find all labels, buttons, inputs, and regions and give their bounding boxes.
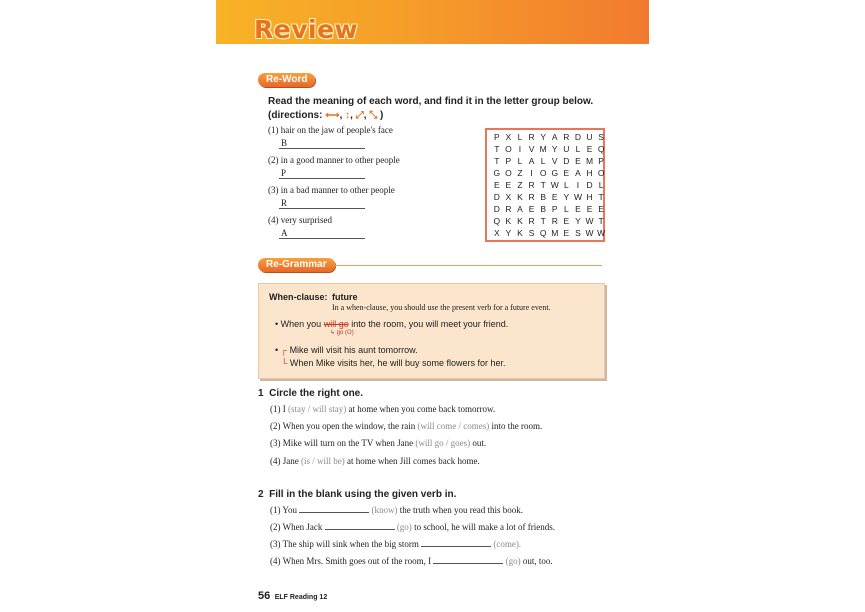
grid-letter[interactable]: M <box>539 144 547 154</box>
grid-letter[interactable]: S <box>575 228 581 238</box>
blank-3[interactable] <box>421 546 491 547</box>
reword-item-1-letter: B <box>281 138 288 148</box>
grid-letter[interactable]: K <box>517 216 523 226</box>
grid-letter[interactable]: U <box>563 144 570 154</box>
grid-letter[interactable]: X <box>493 228 500 238</box>
grid-letter[interactable]: L <box>517 156 523 166</box>
grid-letter[interactable]: E <box>575 156 581 166</box>
grid-letter[interactable]: T <box>598 216 604 226</box>
grid-letter[interactable]: O <box>539 168 547 178</box>
grid-letter[interactable]: S <box>598 132 604 142</box>
grid-letter[interactable]: I <box>518 144 522 154</box>
grid-letter[interactable]: P <box>493 132 500 142</box>
grid-letter[interactable]: W <box>597 228 606 238</box>
worksheet-page <box>216 0 649 612</box>
grid-letter[interactable]: P <box>598 156 604 166</box>
exercise-1-item-1: (1) I (stay / will stay) at home when you come back tomorrow. <box>270 404 496 414</box>
grid-letter[interactable]: T <box>494 144 500 154</box>
grid-letter[interactable]: L <box>540 156 546 166</box>
grid-letter[interactable]: O <box>505 168 512 178</box>
page-footer <box>258 586 327 604</box>
reword-item-3: (3) in a bad manner to other people <box>268 185 395 195</box>
grid-letter[interactable]: T <box>598 192 604 202</box>
grid-letter[interactable]: R <box>528 132 535 142</box>
reword-item-4: (4) very surprised <box>268 215 332 225</box>
exercise-1-item-3: (3) Mike will turn on the TV when Jane (will go / goes) out. <box>270 438 487 448</box>
grid-letter[interactable]: G <box>493 168 501 178</box>
grid-letter[interactable]: E <box>493 180 500 190</box>
grid-letter[interactable]: L <box>517 132 523 142</box>
reword-item-3-blank[interactable] <box>279 208 365 209</box>
grid-letter[interactable]: Q <box>493 216 501 226</box>
grid-letter[interactable]: V <box>551 156 558 166</box>
grid-letter[interactable]: Q <box>539 228 547 238</box>
grammar-example-2-line2: └ When Mike visits her, he will buy some flowers for her. <box>281 358 506 368</box>
vertical-arrow-icon: ↕ <box>345 110 351 121</box>
grid-letter[interactable]: Y <box>505 228 512 238</box>
grid-letter[interactable]: U <box>586 132 593 142</box>
grammar-box-subject: future <box>332 292 358 302</box>
grid-letter[interactable]: Y <box>563 192 570 202</box>
choice-4[interactable]: (is / will be) <box>301 456 345 466</box>
exercise-2-item-1: (1) You (know) the truth when you read this book. <box>270 505 523 515</box>
grid-letter[interactable]: E <box>528 204 535 214</box>
grid-letter[interactable]: S <box>528 228 535 238</box>
grid-letter[interactable]: M <box>586 156 594 166</box>
choice-3[interactable]: (will go / goes) <box>415 438 471 448</box>
book-title: ELF Reading 12 <box>274 594 328 601</box>
grid-letter[interactable]: E <box>563 216 570 226</box>
grid-letter[interactable]: Z <box>517 180 523 190</box>
blank-2[interactable] <box>325 529 395 530</box>
grid-letter[interactable]: Y <box>540 132 546 142</box>
grid-letter[interactable]: D <box>586 180 593 190</box>
grid-letter[interactable]: Y <box>575 216 581 226</box>
grid-letter[interactable]: H <box>586 192 593 202</box>
grid-letter[interactable]: V <box>528 144 535 154</box>
exercise-2-item-4: (4) When Mrs. Smith goes out of the room, I (go) out, too. <box>270 556 553 566</box>
diagonal-down-arrow-icon: ⤡ <box>369 110 378 121</box>
regrammar-label: Re-Grammar <box>258 258 335 272</box>
header-banner <box>216 0 649 44</box>
grid-letter[interactable]: L <box>598 180 604 190</box>
grid-letter[interactable]: Z <box>517 168 523 178</box>
grid-letter[interactable]: O <box>505 144 512 154</box>
grammar-box-title: When-clause: <box>269 292 328 302</box>
grid-letter[interactable]: E <box>586 204 593 214</box>
diagonal-up-arrow-icon: ⤢ <box>355 110 364 121</box>
grid-row <box>491 144 607 154</box>
exercise-1-heading: 1 Circle the right one. <box>258 388 364 399</box>
grid-row <box>491 156 607 166</box>
grid-letter[interactable]: K <box>517 192 523 202</box>
reword-item-2: (2) in a good manner to other people <box>268 155 400 165</box>
directions-suffix: ) <box>380 110 384 121</box>
grid-letter[interactable]: H <box>586 168 593 178</box>
grid-row <box>491 132 607 142</box>
grid-letter[interactable]: Q <box>597 144 605 154</box>
grid-letter[interactable]: R <box>528 216 535 226</box>
grid-letter[interactable]: L <box>563 204 569 214</box>
blank-4[interactable] <box>433 563 503 564</box>
grid-row <box>491 204 607 214</box>
grid-letter[interactable]: R <box>528 180 535 190</box>
directions-prefix: (directions: <box>268 110 323 121</box>
divider <box>334 265 602 266</box>
grid-row <box>491 228 607 238</box>
grid-letter[interactable]: B <box>540 192 546 202</box>
grid-letter[interactable]: P <box>505 156 512 166</box>
reword-item-1-blank[interactable] <box>279 148 365 149</box>
reword-instruction: Read the meaning of each word, and find it in the letter group below. <box>268 96 594 107</box>
grid-letter[interactable]: W <box>573 192 582 202</box>
reword-item-2-blank[interactable] <box>279 178 365 179</box>
grid-row <box>491 216 607 226</box>
reword-label: Re-Word <box>258 73 315 87</box>
letter-grid <box>485 128 605 242</box>
grid-letter[interactable]: E <box>586 144 593 154</box>
grid-letter[interactable]: L <box>563 180 569 190</box>
grid-letter[interactable]: Y <box>551 144 558 154</box>
exercise-2-heading: 2 Fill in the blank using the given verb in. <box>258 489 457 500</box>
grid-letter[interactable]: K <box>505 216 512 226</box>
grid-letter[interactable]: L <box>575 144 581 154</box>
grid-letter[interactable]: E <box>505 180 512 190</box>
grid-letter[interactable]: D <box>563 156 570 166</box>
grid-letter[interactable]: A <box>517 204 523 214</box>
grid-letter[interactable]: X <box>505 132 512 142</box>
grid-letter[interactable]: E <box>551 192 558 202</box>
reword-item-2-letter: P <box>281 168 287 178</box>
grammar-box-note: In a when-clause, you should use the present verb for a future event. <box>332 303 551 312</box>
exercise-1-item-2: (2) When you open the window, the rain (will come / comes) into the room. <box>270 421 543 431</box>
correction-note: ↳ go (O) <box>330 330 354 336</box>
grid-letter[interactable]: T <box>540 216 546 226</box>
grid-letter[interactable]: A <box>528 156 535 166</box>
grid-letter[interactable]: G <box>551 168 559 178</box>
grid-letter[interactable]: I <box>530 168 533 178</box>
grammar-box <box>258 283 605 379</box>
reword-item-3-letter: R <box>281 198 288 208</box>
grid-letter[interactable]: A <box>575 168 581 178</box>
choice-2[interactable]: (will come / comes) <box>417 421 490 431</box>
reword-item-4-letter: A <box>281 228 288 238</box>
grid-letter[interactable]: T <box>494 156 500 166</box>
reword-item-1: (1) hair on the jaw of people's face <box>268 125 393 135</box>
grid-letter[interactable]: E <box>575 204 581 214</box>
blank-1[interactable] <box>299 512 369 513</box>
grid-letter[interactable]: W <box>550 180 559 190</box>
grid-letter[interactable]: E <box>563 168 570 178</box>
exercise-2-item-3: (3) The ship will sink when the big storm (come). <box>270 539 522 549</box>
grid-letter[interactable]: P <box>551 204 558 214</box>
grid-letter[interactable]: T <box>540 180 546 190</box>
grid-letter[interactable]: K <box>517 228 523 238</box>
grid-letter[interactable]: R <box>563 132 570 142</box>
grid-letter[interactable]: W <box>585 228 594 238</box>
grid-row <box>491 168 607 178</box>
page-title: Review <box>254 15 359 44</box>
grammar-example-1: • When you will go into the room, you will meet your friend. <box>275 319 509 329</box>
grid-letter[interactable]: O <box>597 168 605 178</box>
grid-letter[interactable]: R <box>505 204 512 214</box>
exercise-1-item-4: (4) Jane (is / will be) at home when Jill comes back home. <box>270 456 480 466</box>
grid-letter[interactable]: I <box>576 180 580 190</box>
grid-letter[interactable]: E <box>563 228 570 238</box>
choice-1[interactable]: (stay / will stay) <box>288 404 347 414</box>
grid-letter[interactable]: D <box>493 192 500 202</box>
grid-letter[interactable]: A <box>551 132 558 142</box>
reword-directions: (directions: ⟷, ↕, ⤢, ⤡ ) <box>268 110 384 121</box>
grid-letter[interactable]: R <box>528 192 535 202</box>
exercise-2-item-2: (2) When Jack (go) to school, he will make a lot of friends. <box>270 522 556 532</box>
grammar-example-2-line1: • ┌ Mike will visit his aunt tomorrow. <box>275 345 418 355</box>
grid-letter[interactable]: D <box>493 204 500 214</box>
grid-letter[interactable]: W <box>585 216 594 226</box>
horizontal-arrow-icon: ⟷ <box>325 110 340 121</box>
grid-letter[interactable]: B <box>540 204 546 214</box>
grid-letter[interactable]: X <box>505 192 512 202</box>
struck-verb: will go <box>323 319 349 329</box>
grid-letter[interactable]: D <box>574 132 582 142</box>
grid-letter[interactable]: R <box>551 216 558 226</box>
grid-letter[interactable]: E <box>598 204 604 214</box>
grid-letter[interactable]: M <box>551 228 559 238</box>
reword-item-4-blank[interactable] <box>279 238 365 239</box>
grid-row <box>491 192 607 202</box>
grid-row <box>491 180 607 190</box>
page-number: 56 <box>258 590 271 602</box>
